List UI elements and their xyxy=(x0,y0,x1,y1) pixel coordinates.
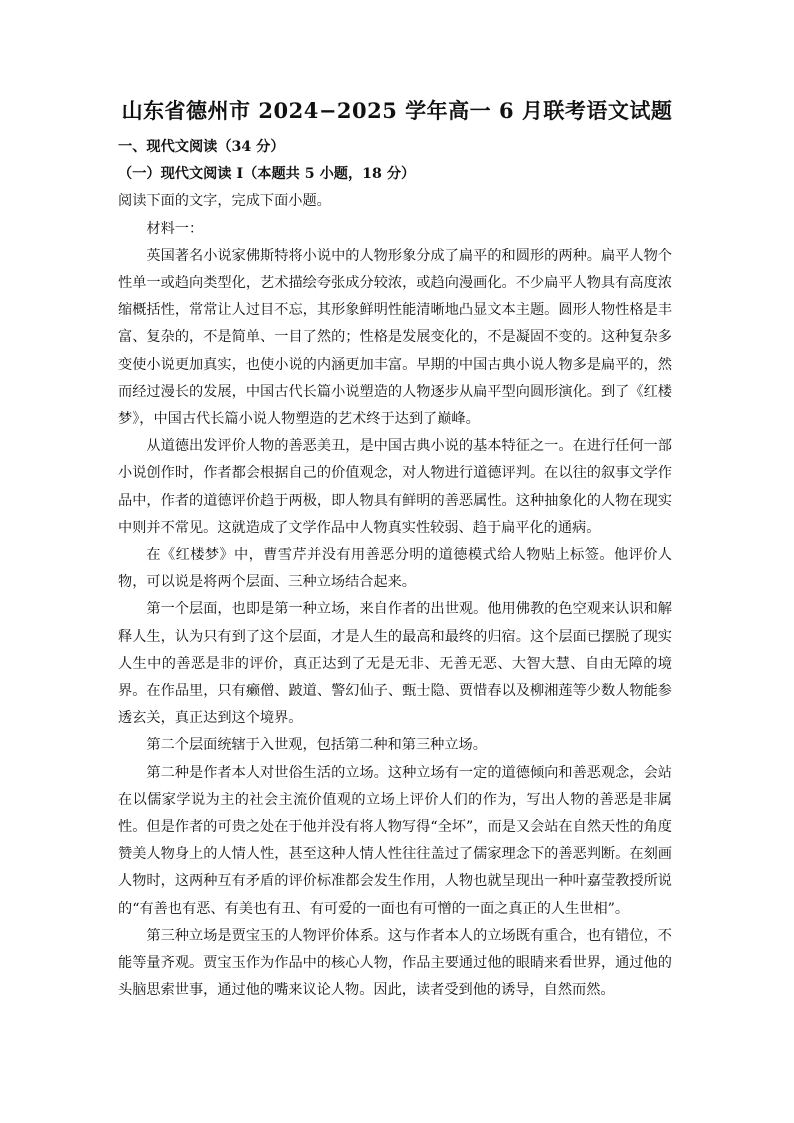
page-title: 山东省德州市 2024−2025 学年高一 6 月联考语文试题 xyxy=(121,98,673,123)
document-body xyxy=(118,134,672,1005)
paragraph: 从道德出发评价人物的善恶美丑，是中国古典小说的基本特征之一。在进行任何一部小说创作时，作者都会根据自己的价值观念，对人物进行道德评判。在以往的叙事文学作品中，作者的道德评价趋于两极，即人物具有鲜明的善恶属性。这种抽象化的人物在现实中则并不常见。这就造成了文学作品中人物真实性较弱、趋于扁平化的通病。 xyxy=(118,438,672,536)
paragraph: 在《红楼梦》中，曹雪芹并没有用善恶分明的道德模式给人物贴上标签。他评价人物，可以说是将两个层面、三种立场结合起来。 xyxy=(118,547,672,591)
section-heading: 一、现代文阅读（34 分） xyxy=(118,139,285,155)
paragraph: 英国著名小说家佛斯特将小说中的人物形象分成了扁平的和圆形的两种。扁平人物个性单一或趋向类型化，艺术描绘夸张成分较浓，或趋向漫画化。不少扁平人物具有高度浓缩概括性，常常让人过目不忘，其形象鲜明性能清晰地凸显文本主题。圆形人物性格是丰富、复杂的，不是简单、一目了然的；性格是发展变化的，不是凝固不变的。这种复杂多变使小说更加真实，也使小说的内涵更加丰富。早期的中国古典小说人物多是扁平的，然而经过漫长的发展，中国古代长篇小说塑造的人物逐步从扁平型向圆形演化。到了《红楼梦》，中国古代长篇小说人物塑造的艺术终于达到了巅峰。 xyxy=(118,247,672,428)
paragraph: 第二个层面统辖于入世观，包括第二种和第三种立场。 xyxy=(146,737,487,754)
instruction-text: 阅读下面的文字，完成下面小题。 xyxy=(118,193,331,210)
subsection-heading: （一）现代文阅读 I（本题共 5 小题，18 分） xyxy=(118,166,416,183)
paragraph: 第二种是作者本人对世俗生活的立场。这种立场有一定的道德倾向和善恶观念，会站在以儒家学说为主的社会主流价值观的立场上评价人们的作为，写出人物的善恶是非属性。但是作者的可贵之处在于他并没有将人物写得“全坏”，而是又会站在自然天性的角度赞美人物身上的人情人性，甚至这种人情人性往往盖过了儒家理念下的善恶判断。在刻画人物时，这两种互有矛盾的评价标准都会发生作用，人物也就呈现出一种叶嘉莹教授所说的“有善也有恶、有美也有丑、有可爱的一面也有可憎的一面之真正的人生世相”。 xyxy=(118,764,672,917)
material-label: 材料一： xyxy=(146,220,204,237)
paragraph: 第三种立场是贾宝玉的人物评价体系。这与作者本人的立场既有重合，也有错位，不能等量齐观。贾宝玉作为作品中的核心人物，作品主要通过他的眼睛来看世界，通过他的头脑思索世事，通过他的嘴来议论人物。因此，读者受到他的诱导，自然而然。 xyxy=(118,927,672,999)
paragraph: 第一个层面，也即是第一种立场，来自作者的出世观。他用佛教的色空观来认识和解释人生，认为只有到了这个层面，才是人生的最高和最终的归宿。这个层面已摆脱了现实人生中的善恶是非的评价，真正达到了无是无非、无善无恶、大智大慧、自由无障的境界。在作品里，只有癞僧、跛道、警幻仙子、甄士隐、贾惜春以及柳湘莲等少数人物能参透玄关，真正达到这个境界。 xyxy=(118,601,672,727)
